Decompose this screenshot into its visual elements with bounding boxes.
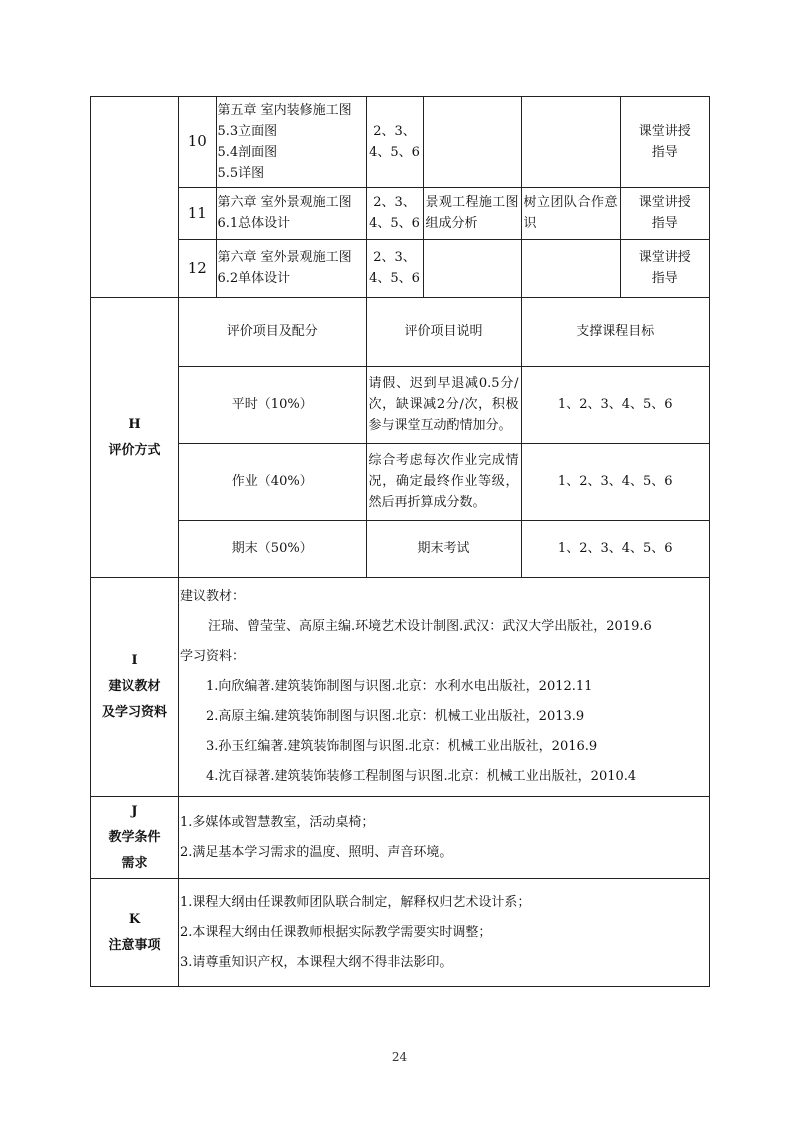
schedule-row <box>179 187 709 239</box>
practice-cell <box>423 239 521 297</box>
evaluation-table <box>179 298 709 577</box>
materials-label <box>91 578 179 797</box>
reference-label: 学习资料： <box>180 649 246 664</box>
schedule-section <box>91 97 710 298</box>
content-line: 6.2单体设计 <box>217 271 291 287</box>
content-line: 5.4剖面图 <box>217 144 278 160</box>
goals-cell: 2、3、4、5、6 <box>366 187 423 239</box>
notes-section <box>91 879 710 987</box>
content-line: 5.5详图 <box>217 165 265 181</box>
evaluation-row <box>179 443 709 520</box>
section-letter: H <box>128 416 141 432</box>
schedule-row <box>179 97 709 187</box>
eval-goals: 1、2、3、4、5、6 <box>521 443 709 520</box>
header-item: 评价项目及配分 <box>179 298 366 366</box>
content-cell <box>216 97 366 187</box>
section-title: 需求 <box>121 855 148 871</box>
reference-entry: 4.沈百禄著.建筑装饰装修工程制图与识图.北京：机械工业出版社，2010.4 <box>206 769 637 784</box>
schedule-row <box>179 239 709 297</box>
reference-entry: 1.向欣编著.建筑装饰制图与识图.北京：水利水电出版社，2012.11 <box>206 679 593 694</box>
eval-item: 作业（40%） <box>179 443 366 520</box>
syllabus-table <box>90 96 710 987</box>
textbook-entry: 汪瑞、曾莹莹、高原主编.环境艺术设计制图.武汉：武汉大学出版社，2019.6 <box>208 619 652 634</box>
materials-section <box>91 578 710 797</box>
eval-desc: 请假、迟到早退减0.5分/次，缺课减2分/次，积极参与课堂互动酌情加分。 <box>366 366 521 443</box>
method-cell: 课堂讲授指导 <box>620 239 709 297</box>
note-item: 2.本课程大纲由任课教师根据实际教学需要实时调整； <box>180 924 492 940</box>
week-number: 12 <box>179 239 216 297</box>
conditions-label <box>91 797 179 879</box>
goals-cell: 2、3、4、5、6 <box>366 239 423 297</box>
content-line: 第六章 室外景观施工图 <box>217 195 352 210</box>
materials-content <box>179 578 710 797</box>
conditions-content <box>179 797 710 879</box>
evaluation-label <box>91 298 179 578</box>
evaluation-header-row <box>179 298 709 366</box>
eval-item: 平时（10%） <box>179 366 366 443</box>
content-line: 第六章 室外景观施工图 <box>217 250 352 266</box>
ideology-cell <box>521 97 620 187</box>
eval-item: 期末（50%） <box>179 520 366 577</box>
week-number: 10 <box>179 97 216 187</box>
evaluation-row <box>179 520 709 577</box>
content-line: 第五章 室内装修施工图 <box>217 102 352 118</box>
reference-entry: 2.高原主编.建筑装饰制图与识图.北京：机械工业出版社，2013.9 <box>206 709 585 724</box>
content-cell <box>216 239 366 297</box>
note-item: 1.课程大纲由任课教师团队联合制定，解释权归艺术设计系； <box>180 894 531 910</box>
goals-cell: 2、3、4、5、6 <box>366 97 423 187</box>
eval-desc: 期末考试 <box>366 520 521 577</box>
content-cell <box>216 187 366 239</box>
section-letter: I <box>131 653 138 668</box>
notes-label <box>91 879 179 987</box>
evaluation-section <box>91 298 710 578</box>
eval-desc: 综合考虑每次作业完成情况，确定最终作业等级，然后再折算成分数。 <box>366 443 521 520</box>
eval-goals: 1、2、3、4、5、6 <box>521 520 709 577</box>
practice-cell <box>423 97 521 187</box>
practice-cell: 景观工程施工图组成分析 <box>423 187 521 239</box>
schedule-label-cell <box>91 97 179 298</box>
week-number: 11 <box>179 187 216 239</box>
method-cell: 课堂讲授指导 <box>620 187 709 239</box>
section-title: 注意事项 <box>108 937 161 953</box>
ideology-cell <box>521 239 620 297</box>
section-title: 建议教材 <box>108 679 161 694</box>
content-line: 5.3立面图 <box>217 123 278 139</box>
evaluation-row <box>179 366 709 443</box>
section-title: 教学条件 <box>108 829 161 845</box>
eval-goals: 1、2、3、4、5、6 <box>521 366 709 443</box>
condition-item: 1.多媒体或智慧教室，活动桌椅； <box>180 814 375 830</box>
method-cell: 课堂讲授指导 <box>620 97 709 187</box>
page-number: 24 <box>391 1050 408 1064</box>
schedule-table <box>179 97 709 297</box>
condition-item: 2.满足基本学习需求的温度、照明、声音环境。 <box>180 844 453 860</box>
section-title: 评价方式 <box>108 442 161 458</box>
header-goals: 支撑课程目标 <box>521 298 709 366</box>
content-line: 6.1总体设计 <box>217 216 291 231</box>
textbook-label: 建议教材： <box>180 589 246 604</box>
note-item: 3.请尊重知识产权，本课程大纲不得非法影印。 <box>180 954 453 970</box>
conditions-section <box>91 797 710 879</box>
reference-entry: 3.孙玉红编著.建筑装饰制图与识图.北京：机械工业出版社，2016.9 <box>206 739 598 754</box>
notes-content <box>179 879 710 987</box>
section-letter: J <box>131 803 138 819</box>
syllabus-document <box>90 96 710 987</box>
section-letter: K <box>128 911 141 927</box>
header-desc: 评价项目说明 <box>366 298 521 366</box>
ideology-cell: 树立团队合作意识 <box>521 187 620 239</box>
section-title: 及学习资料 <box>101 705 167 720</box>
